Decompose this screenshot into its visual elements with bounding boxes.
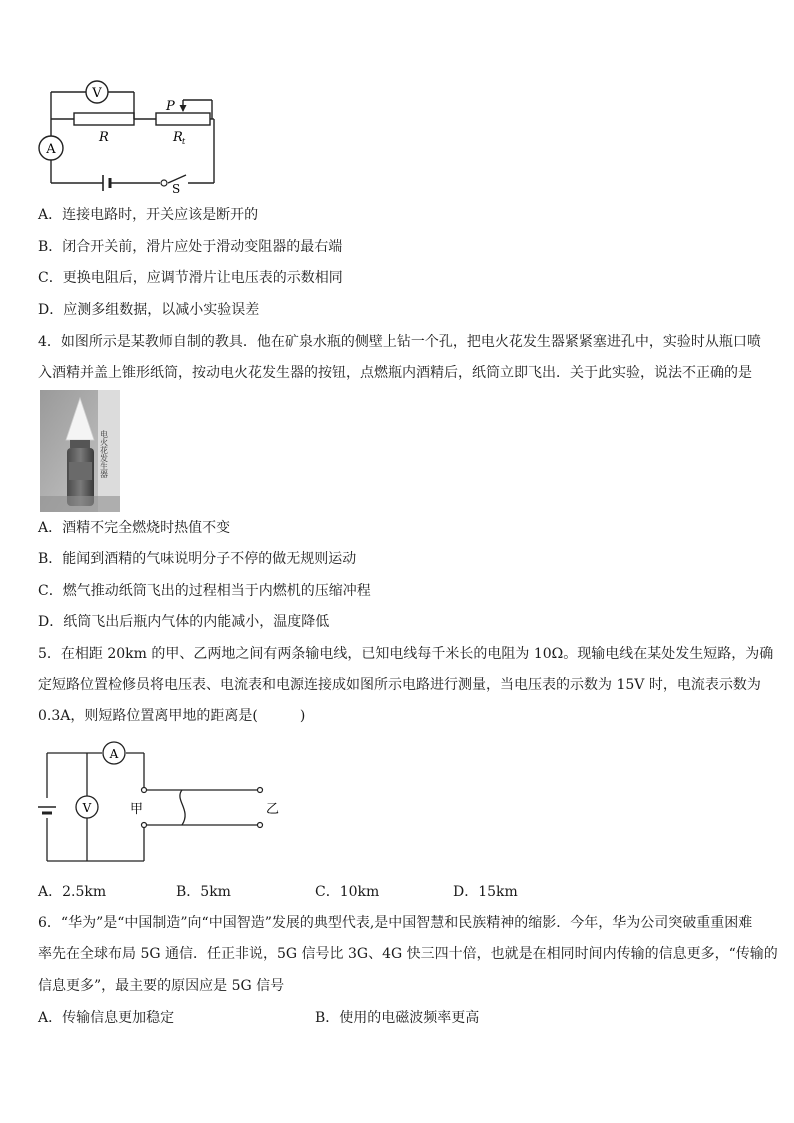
slider-label: P: [166, 99, 175, 114]
q5-stem-line-2: 定短路位置检修员将电压表、电流表和电源连接成如图所示电路进行测量，当电压表的示数为 15V 时，电流表示数为: [38, 677, 761, 693]
photo-label-spark-generator: 电火花发生器: [99, 430, 109, 478]
q5-option-c: C．10km: [315, 884, 380, 900]
q3-option-c: C．更换电阻后，应调节滑片让电压表的示数相同: [38, 270, 343, 286]
q4-stem-line-1: 4．如图所示是某教师自制的教具．他在矿泉水瓶的侧壁上钻一个孔，把电火花发生器紧紧塞进孔中，实验时从瓶口喷: [38, 334, 761, 350]
place-label-yi: 乙: [266, 802, 280, 817]
ammeter-label: A: [46, 142, 56, 157]
q6-stem-line-3: 信息更多”，最主要的原因应是 5G 信号: [38, 978, 285, 994]
rheostat-subscript: t: [182, 137, 186, 146]
q6-stem-line-2: 率先在全球布局 5G 通信．任正非说，5G 信号比 3G、4G 快三四十倍，也就是在相同时间内传输的信息更多，“传输的: [38, 946, 778, 962]
q4-option-d: D．纸筒飞出后瓶内气体的内能减小，温度降低: [38, 614, 330, 630]
teaching-aid-photo: [40, 390, 120, 512]
q6-option-a: A．传输信息更加稳定: [38, 1010, 175, 1026]
q3-option-d: D．应测多组数据，以减小实验误差: [38, 302, 260, 318]
resistor-label: R: [99, 130, 109, 145]
rheostat-label: R: [173, 130, 183, 145]
circuit-diagram-1: [36, 76, 226, 194]
q5-option-b: B．5km: [176, 884, 231, 900]
q5-option-d: D．15km: [453, 884, 518, 900]
q3-option-b: B．闭合开关前，滑片应处于滑动变阻器的最右端: [38, 239, 343, 255]
q5-stem-line-1: 5．在相距 20km 的甲、乙两地之间有两条输电线，已知电线每千米长的电阻为 10Ω。现输电线在某处发生短路，为确: [38, 646, 774, 662]
q6-stem-line-1: 6．“华为”是“中国制造”向“中国智造”发展的典型代表,是中国智慧和民族精神的缩影．今年，华为公司突破重重困难: [38, 915, 753, 931]
q6-option-b: B．使用的电磁波频率更高: [315, 1010, 480, 1026]
q3-option-a: A．连接电路时，开关应该是断开的: [38, 207, 259, 223]
voltmeter-label: V: [92, 86, 102, 101]
voltmeter-label: V: [82, 801, 92, 815]
place-label-jia: 甲: [130, 802, 144, 817]
q5-stem-line-3: 0.3A，则短路位置离甲地的距离是( ): [38, 708, 306, 724]
circuit-diagram-2: [36, 738, 296, 866]
q4-option-a: A．酒精不完全燃烧时热值不变: [38, 520, 231, 536]
switch-label: S: [172, 182, 181, 194]
q4-option-c: C．燃气推动纸筒飞出的过程相当于内燃机的压缩冲程: [38, 583, 371, 599]
ammeter-label: A: [109, 747, 119, 761]
q4-stem-line-2: 入酒精并盖上锥形纸筒，按动电火花发生器的按钮，点燃瓶内酒精后，纸筒立即飞出．关于此实验，说法不正确的是: [38, 365, 752, 381]
q4-option-b: B．能闻到酒精的气味说明分子不停的做无规则运动: [38, 551, 357, 567]
q5-option-a: A．2.5km: [38, 884, 107, 900]
